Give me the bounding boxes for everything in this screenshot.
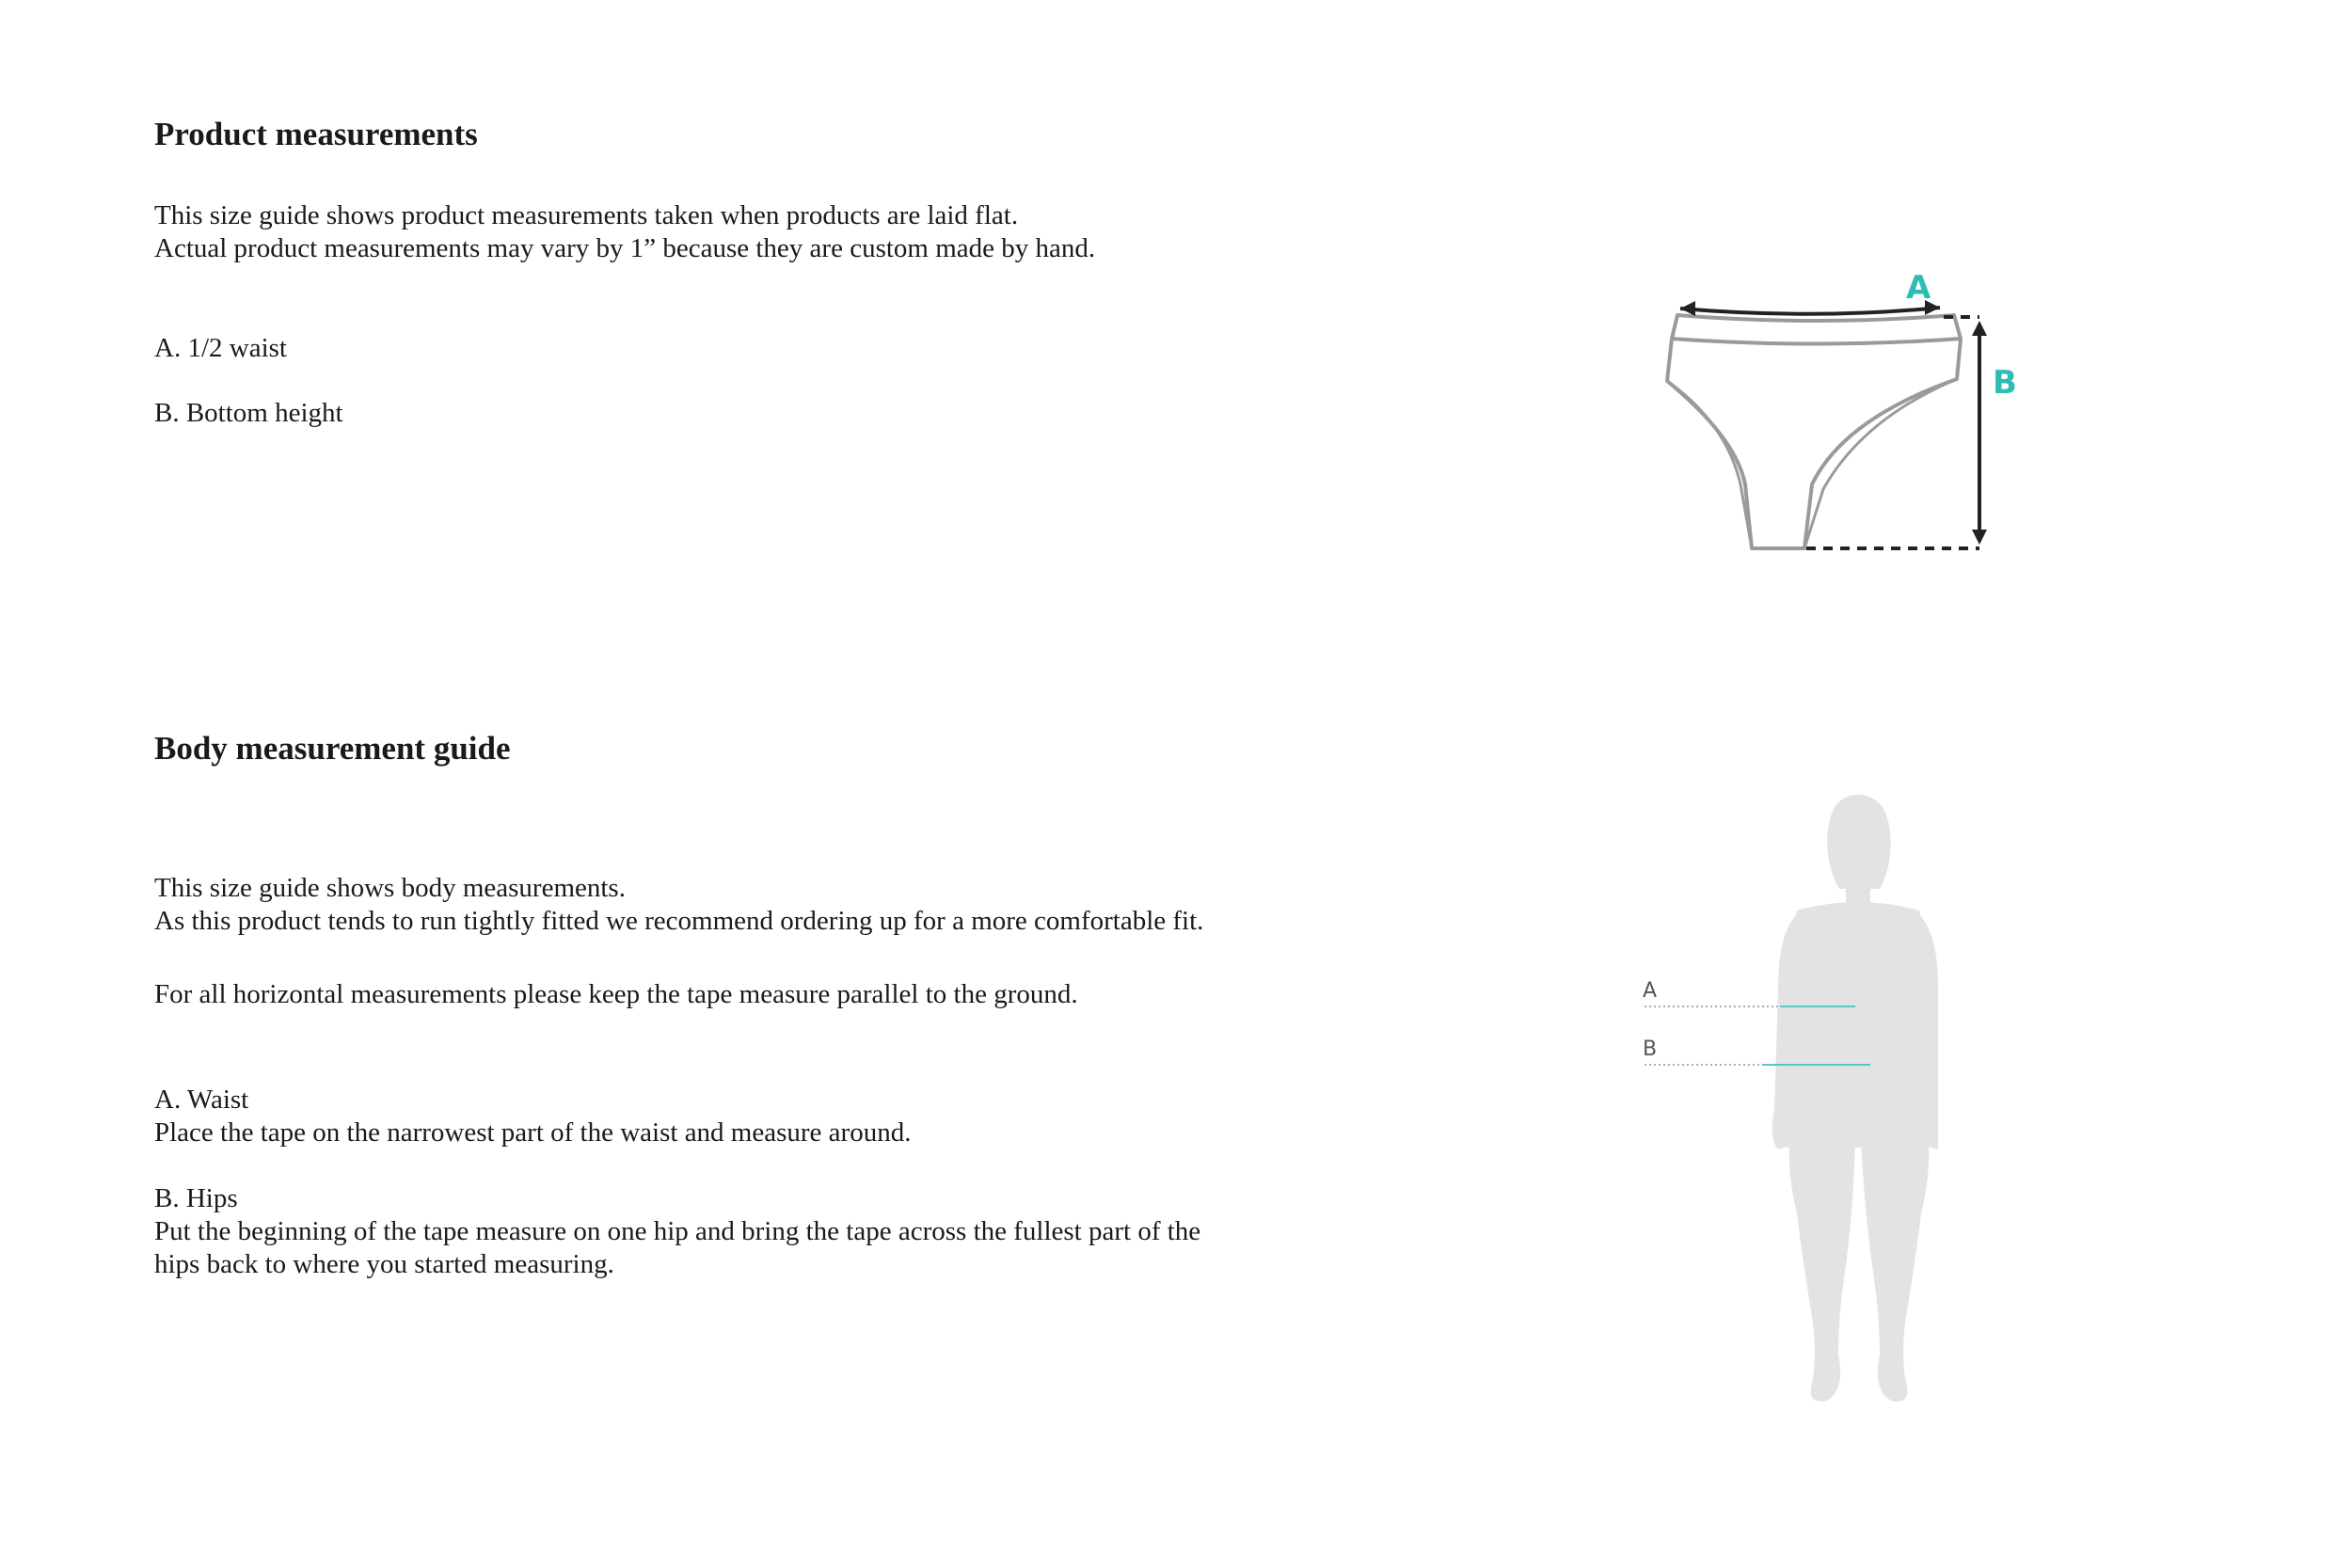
silhouette-head (1827, 795, 1890, 889)
product-intro-line-1: This size guide shows product measurements taken when products are laid flat. (154, 200, 1019, 230)
body-figure-diagram (1637, 790, 1938, 1402)
briefs-waistband-outline (1672, 315, 1961, 344)
body-hips-description-line-2: hips back to where you started measuring. (154, 1249, 614, 1279)
arrow-a-line (1680, 308, 1940, 314)
body-hips-description-line-1: Put the beginning of the tape measure on one hip and bring the tape across the fullest part of the (154, 1216, 1201, 1246)
body-silhouette (1772, 795, 1938, 1402)
body-waist-description: Place the tape on the narrowest part of the waist and measure around. (154, 1117, 912, 1148)
body-waist-title: A. Waist (154, 1085, 249, 1115)
body-horizontal-note: For all horizontal measurements please keep the tape measure parallel to the ground. (154, 979, 1078, 1009)
silhouette-leg-left (1789, 1140, 1855, 1402)
arrow-b-head-bottom (1972, 530, 1987, 545)
body-intro-line-1: This size guide shows body measurements. (154, 873, 626, 903)
briefs-diagram (1656, 268, 2032, 569)
arrow-b-head-top (1972, 321, 1987, 336)
figure-label-b: B (1643, 1037, 1658, 1061)
body-intro-line-2: As this product tends to run tightly fitted we recommend ordering up for a more comfortable fit. (154, 906, 1204, 936)
body-hips-title: B. Hips (154, 1183, 238, 1213)
briefs-label-a: A (1906, 269, 1931, 307)
briefs-leg-line-right (1804, 379, 1957, 548)
product-item-a: A. 1/2 waist (154, 333, 287, 363)
product-measurements-heading: Product measurements (154, 116, 478, 152)
body-figure-svg (1637, 790, 1938, 1402)
body-measurement-heading: Body measurement guide (154, 730, 511, 767)
silhouette-leg-right (1861, 1140, 1929, 1402)
figure-label-a: A (1643, 979, 1658, 1003)
silhouette-torso (1784, 902, 1931, 1148)
briefs-diagram-svg (1656, 268, 2032, 569)
briefs-label-b: B (1993, 364, 2017, 402)
product-item-b: B. Bottom height (154, 398, 343, 428)
product-intro-line-2: Actual product measurements may vary by 1” because they are custom made by hand. (154, 233, 1096, 263)
